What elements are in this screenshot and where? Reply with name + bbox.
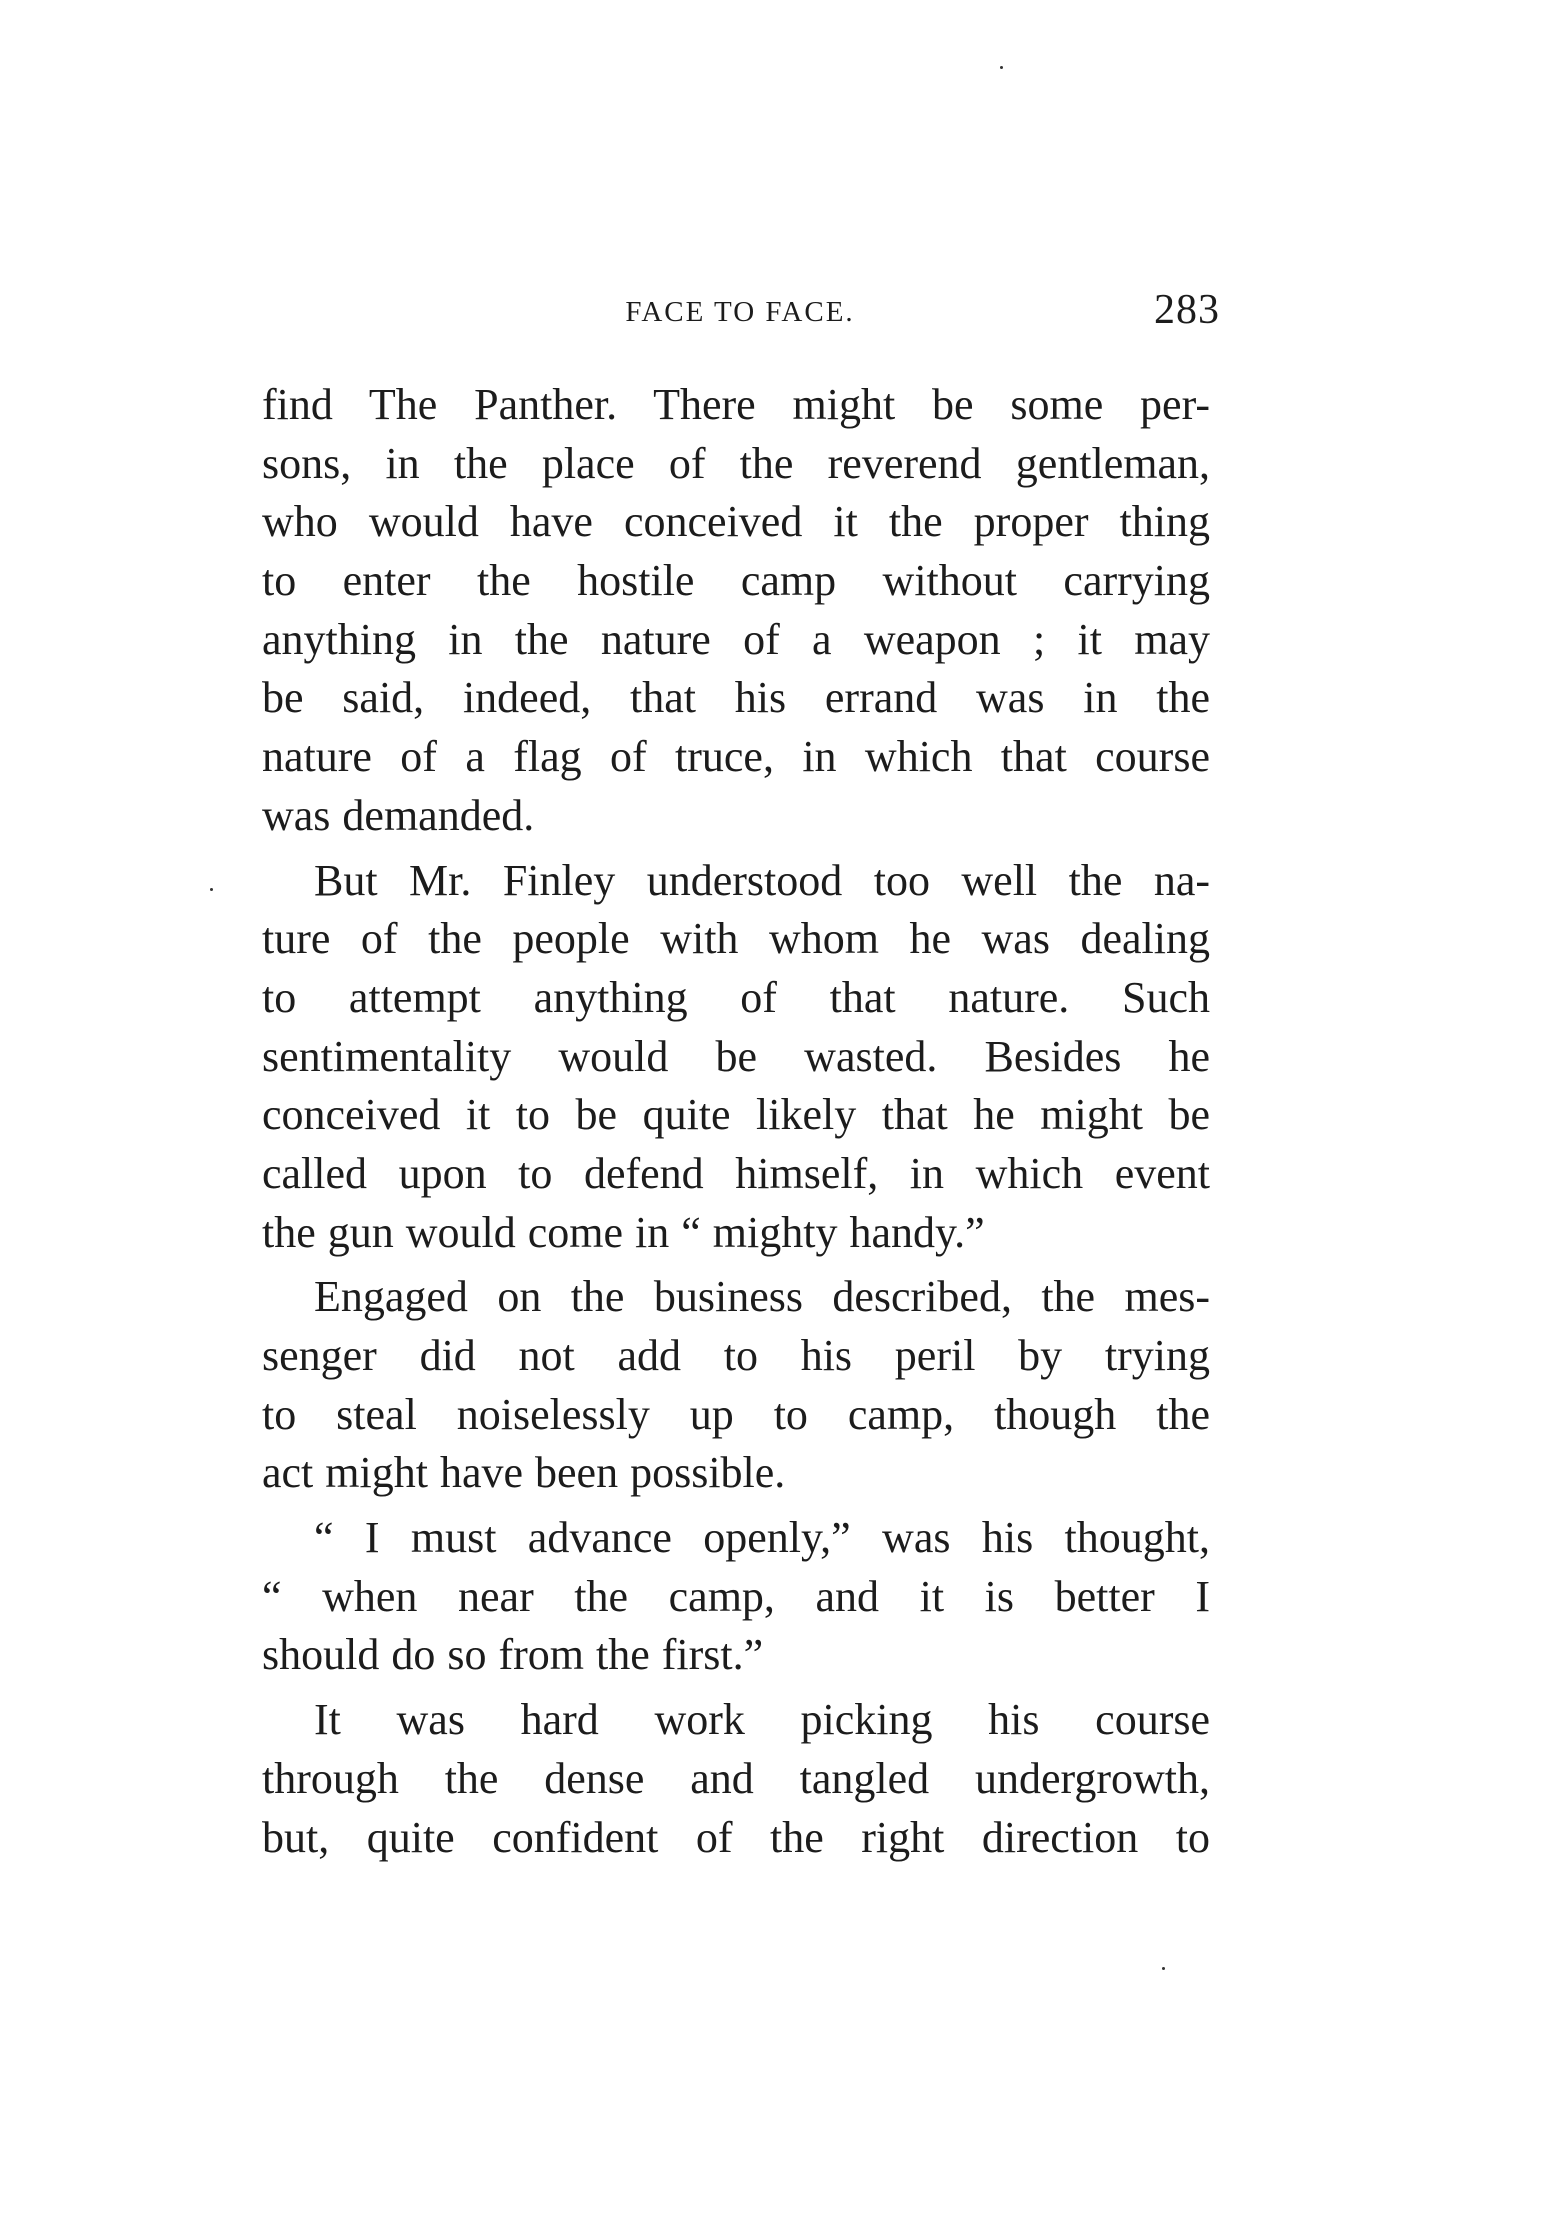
text-line: sons, in the place of the reverend gentleman, (262, 438, 1210, 488)
paragraph (262, 1509, 1210, 1685)
text-line: But Mr. Finley understood too well the na- (314, 855, 1210, 905)
text-line: should do so from the first.” (262, 1630, 764, 1680)
page-number: 283 (1154, 287, 1220, 333)
scan-speck (210, 888, 213, 891)
running-title: FACE TO FACE. (625, 296, 855, 328)
text-line: “ when near the camp, and it is better I (262, 1571, 1210, 1621)
text-line: to enter the hostile camp without carrying (262, 556, 1210, 606)
paragraph (262, 852, 1210, 1263)
text-line: was demanded. (262, 790, 535, 840)
paragraph (262, 1691, 1210, 1867)
text-line: the gun would come in “ mighty handy.” (262, 1207, 985, 1257)
text-line: Engaged on the business described, the mes- (314, 1272, 1210, 1322)
text-line: called upon to defend himself, in which event (262, 1148, 1210, 1198)
scan-speck (1000, 66, 1003, 69)
text-line: senger did not add to his peril by trying (262, 1331, 1210, 1380)
text-line: act might have been possible. (262, 1448, 786, 1498)
text-line: nature of a flag of truce, in which that course (262, 732, 1210, 782)
text-line: be said, indeed, that his errand was in the (262, 673, 1210, 723)
paragraph (262, 376, 1210, 846)
text-line: conceived it to be quite likely that he might be (262, 1090, 1210, 1140)
text-line: It was hard work picking his course (314, 1695, 1210, 1745)
text-line: ture of the people with whom he was dealing (262, 914, 1210, 964)
text-line: to steal noiselessly up to camp, though the (262, 1389, 1210, 1439)
text-line: “ I must advance openly,” was his thought, (314, 1513, 1210, 1563)
paragraph (262, 1268, 1210, 1503)
text-line: anything in the nature of a weapon ; it may (262, 614, 1210, 664)
text-line: find The Panther. There might be some per- (262, 380, 1210, 429)
scan-speck (1162, 1967, 1165, 1970)
text-line: through the dense and tangled undergrowth, (262, 1753, 1210, 1803)
running-head (260, 286, 1220, 346)
text-line: who would have conceived it the proper thing (262, 497, 1210, 547)
text-line: to attempt anything of that nature. Such (262, 972, 1210, 1022)
text-line: but, quite confident of the right direction to (262, 1812, 1210, 1862)
text-line: sentimentality would be wasted. Besides he (262, 1031, 1210, 1081)
body-text (262, 376, 1210, 1867)
